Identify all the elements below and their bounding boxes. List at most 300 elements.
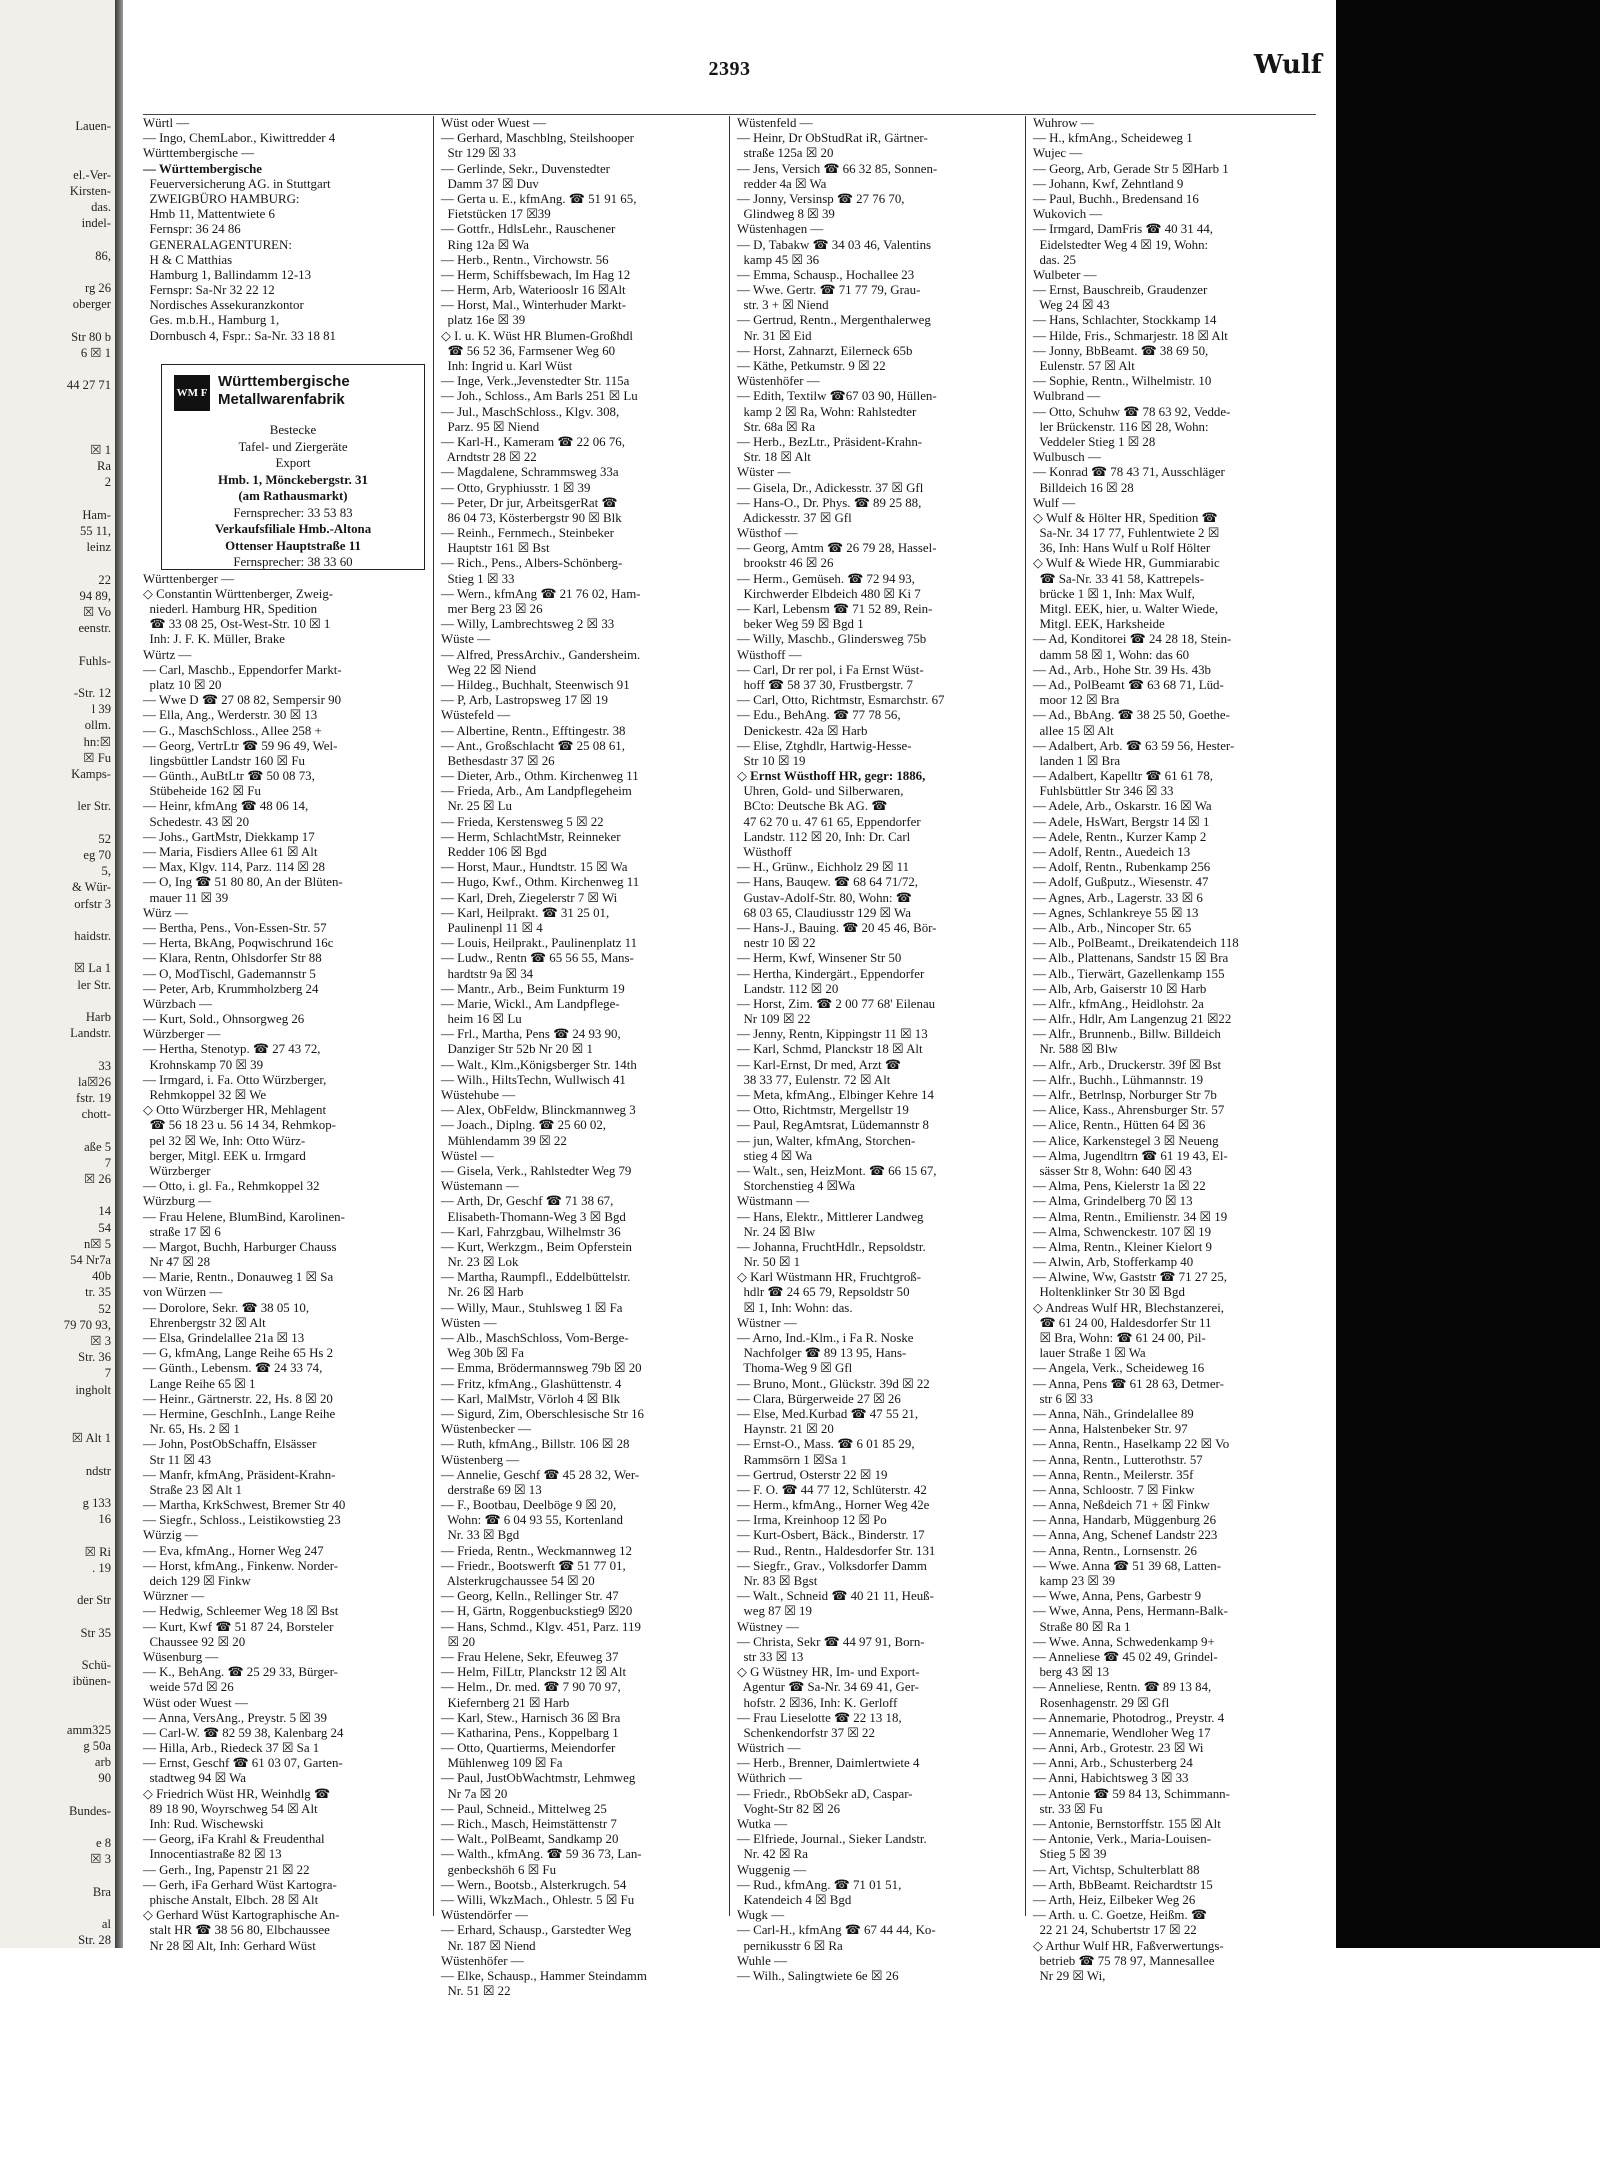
directory-entry-line: — Anna, Ang, Schenef Landstr 223 (1033, 1528, 1218, 1543)
directory-entry-line: weg 87 ☒ 19 (737, 1604, 812, 1619)
directory-entry-line: — Alfr., Brunnenb., Billw. Billdeich (1033, 1027, 1221, 1042)
directory-entry-line: — Carl, Maschb., Eppendorfer Markt- (143, 662, 342, 677)
directory-entry-line: — Alb., PolBeamt., Dreikatendeich 118 (1033, 936, 1239, 951)
directory-entry-line: — Anna, Rentn., Meilerstr. 35f (1033, 1467, 1194, 1482)
directory-entry-line: derstraße 69 ☒ 13 (441, 1482, 542, 1497)
directory-entry-line: — Arth, BbBeamt. Reichardtstr 15 (1033, 1877, 1213, 1892)
directory-entry-line: — Georg, Amtm ☎ 26 79 28, Hassel- (737, 541, 937, 556)
header-rule (143, 114, 1316, 115)
directory-entry-line: ☎ 56 52 36, Farmsener Weg 60 (441, 343, 616, 358)
directory-entry-line: — Annemarie, Photodrog., Preystr. 4 (1033, 1710, 1225, 1725)
directory-entry-line: lauer Straße 1 ☒ Wa (1033, 1346, 1146, 1361)
directory-entry-line: — Alfr., Buchh., Lühmannstr. 19 (1033, 1072, 1204, 1087)
directory-entry-line: — Otto, Schuhw ☎ 78 63 92, Vedde- (1033, 404, 1231, 419)
previous-page-fragment: 40b (92, 1269, 111, 1284)
previous-page-fragment: chott- (81, 1107, 111, 1122)
directory-entry-line: Schenkendorfstr 37 ☒ 22 (737, 1725, 875, 1740)
directory-entry-line: — Rud., Rentn., Haldesdorfer Str. 131 (737, 1543, 936, 1558)
directory-entry-line: — Anna, Neßdeich 71 + ☒ Finkw (1033, 1498, 1210, 1513)
previous-page-fragment: 16 (98, 1512, 111, 1527)
previous-page-fragment: Ham- (82, 507, 111, 522)
directory-entry-line: — Anna, Handarb, Müggenburg 26 (1033, 1513, 1217, 1528)
directory-entry-line: damm 58 ☒ 1, Wohn: das 60 (1033, 647, 1190, 662)
previous-page-fragment: 14 (98, 1204, 111, 1219)
directory-entry-line: Ring 12a ☒ Wa (441, 237, 529, 252)
directory-entry-line: — Frau Lieselotte ☎ 22 13 18, (737, 1710, 902, 1725)
previous-page-fragment: la☒26 (78, 1074, 111, 1089)
ad-products-1: Bestecke (269, 423, 317, 437)
directory-entry-line: — Georg, iFa Krahl & Freudenthal (143, 1832, 325, 1847)
directory-entry-line: — G., MaschSchloss., Allee 258 + (143, 723, 322, 738)
directory-entry-line: hoff ☎ 58 37 30, Frustbergstr. 7 (737, 677, 913, 692)
directory-entry-line: — Gerlinde, Sekr., Duvenstedter (441, 161, 610, 176)
directory-entry-line: — Gertrud, Osterstr 22 ☒ 19 (737, 1467, 888, 1482)
directory-entry-line: — Alfred, PressArchiv., Gandersheim. (441, 647, 641, 662)
directory-entry-line: Stieg 5 ☒ 39 (1033, 1847, 1107, 1862)
directory-entry-line: beker Weg 59 ☒ Bgd 1 (737, 617, 864, 632)
previous-page-fragment: 79 70 93, (63, 1317, 111, 1332)
directory-entry-line: Wuhrow — (1033, 116, 1094, 130)
directory-entry-line: — Ella, Ang., Werderstr. 30 ☒ 13 (143, 708, 318, 723)
directory-entry-line: — Carl, Dr rer pol, i Fa Ernst Wüst- (737, 662, 924, 677)
directory-entry-line: Wüstmann — (737, 1194, 809, 1209)
previous-page-fragment: 44 27 71 (66, 378, 111, 393)
directory-entry-line: — Willi, WkzMach., Ohlestr. 5 ☒ Fu (441, 1892, 635, 1907)
directory-entry-line: Wüst oder Wuest — (143, 1695, 248, 1710)
directory-entry-line: hardtstr 9a ☒ 34 (441, 966, 534, 981)
directory-entry-line: — Irmgard, i. Fa. Otto Würzberger, (143, 1072, 327, 1087)
directory-entry-line: — Fritz, kfmAng., Glashüttenstr. 4 (441, 1376, 622, 1391)
directory-entry-line: — Georg, Kelln., Rellinger Str. 47 (441, 1589, 619, 1604)
directory-entry-line: heim 16 ☒ Lu (441, 1012, 522, 1027)
directory-entry-line: Stübeheide 162 ☒ Fu (143, 784, 261, 799)
directory-entry-line: Weg 22 ☒ Niend (441, 662, 537, 677)
directory-entry-line: — Else, Med.Kurbad ☎ 47 55 21, (737, 1406, 919, 1421)
directory-entry-line: — Anna, Rentn., Lornsenstr. 26 (1033, 1543, 1197, 1558)
directory-entry-line: Innocentiastraße 82 ☒ 13 (143, 1847, 282, 1862)
previous-page-fragment: -Str. 12 (73, 686, 111, 700)
previous-page-fragment: 7 (104, 1155, 111, 1170)
ad-details (162, 423, 424, 572)
directory-entry-line: ◇ Otto Würzberger HR, Mehlagent (143, 1103, 327, 1118)
directory-entry-line: — Max, Klgv. 114, Parz. 114 ☒ 28 (143, 860, 325, 875)
directory-entry-line: GENERALAGENTUREN: (143, 237, 292, 252)
directory-entry-line: — Karl, MalMstr, Vörloh 4 ☒ Blk (441, 1391, 621, 1406)
directory-entry-line: ☒ 20 (441, 1634, 476, 1649)
directory-entry-line: — Sophie, Rentn., Wilhelmistr. 10 (1033, 374, 1212, 389)
directory-entry-line: — Clara, Bürgerweide 27 ☒ 26 (737, 1391, 901, 1406)
directory-entry-line: — Horst, Zahnarzt, Eilerneck 65b (737, 343, 913, 358)
directory-entry-line: — Adolf, Rentn., Auedeich 13 (1033, 845, 1191, 859)
previous-page-fragment: Bundes- (69, 1803, 111, 1818)
directory-entry-line: — Adalbert, Arb. ☎ 63 59 56, Hester- (1033, 738, 1235, 753)
directory-entry-line: Wohn: ☎ 6 04 93 55, Kortenland (441, 1513, 623, 1528)
directory-entry-line: — Adalbert, Kapelltr ☎ 61 61 78, (1033, 769, 1214, 784)
previous-page-fragment: ☒ 1 (90, 443, 111, 457)
directory-entry-line: Würzberger (143, 1163, 211, 1178)
directory-entry-line: Wüste — (441, 632, 491, 647)
directory-entry-line: Würtl — (143, 116, 190, 130)
directory-entry-line: — Heinr, kfmAng ☎ 48 06 14, (143, 799, 309, 814)
directory-entry-line: Inh: Rud. Wischewski (143, 1817, 264, 1831)
directory-entry-line: brookstr 46 ☒ 26 (737, 556, 834, 571)
directory-entry-line: Nr. 588 ☒ Blw (1033, 1042, 1118, 1057)
previous-page-fragment: Schü- (81, 1658, 111, 1672)
directory-entry-line: ZWEIGBÜRO HAMBURG: (143, 191, 300, 206)
directory-entry-line: — Hans, Schlachter, Stockkamp 14 (1033, 313, 1217, 328)
directory-entry-line: — Wwe. Gertr. ☎ 71 77 79, Grau- (737, 283, 921, 298)
directory-entry-line: — Martha, Raumpfl., Eddelbüttelstr. (441, 1270, 631, 1285)
directory-entry-line: Nr. 83 ☒ Bgst (737, 1574, 818, 1588)
directory-entry-line: — Herta, BkAng, Poqwischrund 16c (143, 936, 334, 951)
directory-entry-line: — Frieda, Rentn., Weckmannweg 12 (441, 1543, 632, 1558)
directory-entry-line: Haynstr. 21 ☒ 20 (737, 1422, 834, 1437)
directory-entry-line: Wüster — (737, 465, 791, 480)
directory-entry-line: — Otto, i. gl. Fa., Rehmkoppel 32 (143, 1179, 320, 1194)
directory-entry-line: Weg 30b ☒ Fa (441, 1346, 524, 1361)
directory-entry-line: Rehmkoppel 32 ☒ We (143, 1088, 267, 1102)
directory-entry-line: — Ernst, Geschf ☎ 61 03 07, Garten- (143, 1756, 343, 1771)
directory-entry-line: ◇ Wulf & Hölter HR, Spedition ☎ (1033, 510, 1218, 525)
directory-entry-line: Holtenklinker Str 30 ☒ Bgd (1033, 1285, 1185, 1300)
directory-entry-line: — Herm., kfmAng., Horner Weg 42e (737, 1498, 930, 1513)
directory-entry-line: 38 33 77, Eulenstr. 72 ☒ Alt (737, 1072, 891, 1087)
directory-entry-line: — Gerh., Ing, Papenstr 21 ☒ 22 (143, 1862, 310, 1877)
directory-entry-line: — Mantr., Arb., Beim Funkturm 19 (441, 981, 625, 996)
directory-entry-line: Nr. 24 ☒ Blw (737, 1224, 816, 1239)
directory-entry-line: Veddeler Stieg 1 ☒ 28 (1033, 434, 1156, 449)
directory-entry-line: — jun, Walter, kfmAng, Storchen- (737, 1133, 916, 1148)
directory-entry-line: — Jonny, Versinsp ☎ 27 76 70, (737, 191, 905, 206)
directory-entry-line: — Albertine, Rentn., Efftingestr. 38 (441, 723, 626, 738)
directory-entry-line: Nr 7a ☒ 20 (441, 1786, 508, 1801)
directory-entry-line: — Angela, Verk., Scheideweg 16 (1033, 1361, 1205, 1376)
directory-entry-line: — Herm, Schiffsbewach, Im Hag 12 (441, 267, 631, 282)
ad-firm-line2: Metallwarenfabrik (218, 391, 345, 408)
previous-page-fragment: el.-Ver- (73, 167, 111, 182)
directory-entry-line: — Walt., PolBeamt, Sandkamp 20 (441, 1832, 619, 1847)
directory-entry-line: ◇ Karl Wüstmann HR, Fruchtgroß- (737, 1270, 922, 1285)
directory-entry-line: Fernspr: Sa-Nr 32 22 12 (143, 283, 275, 298)
previous-page-fragment: orfstr 3 (74, 896, 111, 911)
directory-entry-line: — Karl-Ernst, Dr med, Arzt ☎ (737, 1057, 901, 1072)
directory-entry-line: — Dieter, Arb., Othm. Kirchenweg 11 (441, 769, 639, 784)
directory-entry-line: Nr. 51 ☒ 22 (441, 1984, 511, 1999)
directory-entry-line: Agentur ☎ Sa-Nr. 34 69 41, Ger- (737, 1680, 919, 1695)
directory-entry-line: — Inge, Verk.,Jevenstedter Str. 115a (441, 374, 630, 389)
directory-entry-line: stadtweg 94 ☒ Wa (143, 1771, 247, 1786)
directory-entry-line: — Gerta u. E., kfmAng. ☎ 51 91 65, (441, 191, 637, 206)
directory-entry-line: mauer 11 ☒ 39 (143, 890, 229, 905)
directory-entry-line: — Gisela, Verk., Rahlstedter Weg 79 (441, 1163, 632, 1178)
previous-page-fragment: Kamps- (71, 767, 111, 781)
directory-entry-line: — Wilh., Salingtwiete 6e ☒ 26 (737, 1968, 899, 1983)
directory-entry-line: — Adele, Arb., Oskarstr. 16 ☒ Wa (1033, 799, 1212, 814)
directory-entry-line: Wüstenberg — (441, 1452, 520, 1467)
directory-entry-line: — Hilde, Fris., Schmarjestr. 18 ☒ Alt (1033, 328, 1228, 343)
directory-entry-line: — Annemarie, Wendloher Weg 17 (1033, 1725, 1211, 1740)
directory-entry-line: — Otto, Gryphiusstr. 1 ☒ 39 (441, 480, 591, 495)
directory-entry-line: — Irma, Kreinhoop 12 ☒ Po (737, 1513, 887, 1528)
directory-entry-line: — Alb, Arb, Gaiserstr 10 ☒ Harb (1033, 981, 1207, 996)
directory-entry-line: Wüsthof — (737, 526, 798, 541)
directory-entry-line: niederl. Hamburg HR, Spedition (143, 602, 318, 616)
directory-entry-line: Würz — (143, 905, 188, 920)
directory-entry-line: — Rud., kfmAng. ☎ 71 01 51, (737, 1877, 902, 1892)
directory-entry-line: — Otto, Quartierms, Meiendorfer (441, 1741, 616, 1756)
previous-page-fragment: g 50a (83, 1739, 111, 1753)
directory-entry-line: — Maria, Fisdiers Allee 61 ☒ Alt (143, 845, 318, 859)
directory-entry-line: — Christa, Sekr ☎ 44 97 91, Born- (737, 1634, 925, 1649)
directory-entry-line: ☎ Sa-Nr. 33 41 58, Kattrepels- (1033, 571, 1205, 586)
previous-page-fragment: 2 (104, 475, 111, 490)
directory-entry-line: Wutka — (737, 1817, 787, 1831)
directory-entry-line: Wulbrand — (1033, 389, 1101, 404)
directory-entry-line: Billdeich 16 ☒ 28 (1033, 480, 1134, 495)
directory-entry-line: Ges. m.b.H., Hamburg 1, (143, 313, 280, 328)
directory-entry-line: Nr 28 ☒ Alt, Inh: Gerhard Wüst (143, 1938, 316, 1953)
directory-entry-line: BCto: Deutsche Bk AG. ☎ (737, 799, 888, 814)
directory-entry-line: — Herb., Rentn., Virchowstr. 56 (441, 252, 609, 267)
column-2 (441, 116, 724, 1999)
directory-entry-line: — Anna, Schloostr. 7 ☒ Finkw (1033, 1482, 1195, 1497)
directory-entry-line: deich 129 ☒ Finkw (143, 1574, 251, 1588)
previous-page-fragment: hn:☒ (83, 734, 111, 749)
directory-entry-line: — Ernst-O., Mass. ☎ 6 01 85 29, (737, 1437, 915, 1452)
directory-entry-line: — Anna, Rentn., Lutterothstr. 57 (1033, 1452, 1203, 1467)
directory-entry-line: — Arth, Heiz, Eilbeker Weg 26 (1033, 1892, 1196, 1907)
ad-branch-2: Ottenser Hauptstraße 11 (225, 538, 361, 553)
directory-entry-line: — Margot, Buchh, Harburger Chauss (143, 1239, 337, 1254)
directory-entry-line: Fuhlsbüttler Str 346 ☒ 33 (1033, 784, 1174, 799)
directory-entry-line: — Herb., BezLtr., Präsident-Krahn- (737, 434, 923, 449)
previous-page-fragment: Lauen- (75, 119, 111, 133)
directory-entry-line: str. 33 ☒ Fu (1033, 1801, 1103, 1816)
directory-entry-line: Voght-Str 82 ☒ 26 (737, 1801, 841, 1816)
directory-entry-line: — Karl, Fahrzgbau, Wilhelmstr 36 (441, 1224, 621, 1239)
previous-page-edge (0, 0, 115, 1948)
previous-page-fragment: haidstr. (74, 929, 111, 943)
directory-entry-line: — O, Ing ☎ 51 80 80, An der Blüten- (143, 875, 343, 890)
directory-entry-line: — Hertha, Stenotyp. ☎ 27 43 72, (143, 1042, 321, 1057)
directory-entry-line: — Ant., Großschlacht ☎ 25 08 61, (441, 738, 625, 753)
directory-entry-line: — Ad., PolBeamt ☎ 63 68 71, Lüd- (1033, 677, 1224, 692)
directory-entry-line: — Helm., Dr. med. ☎ 7 90 70 97, (441, 1680, 621, 1695)
directory-entry-line: ◇ Arthur Wulf HR, Faßverwertungs- (1033, 1938, 1224, 1953)
directory-entry-line: Wüstney — (737, 1619, 799, 1634)
directory-entry-line: ler Brückenstr. 116 ☒ 28, Wohn: (1033, 419, 1209, 434)
column-4 (1033, 116, 1323, 1983)
previous-page-fragment: 55 11, (79, 524, 111, 538)
ad-phone-2: Fernsprecher: 38 33 60 (233, 555, 353, 569)
directory-entry-line: — Anna, Näh., Grindelallee 89 (1033, 1406, 1194, 1421)
directory-entry-line: — Alice, Kass., Ahrensburger Str. 57 (1033, 1103, 1225, 1118)
directory-entry-line: — Adele, HsWart, Bergstr 14 ☒ 1 (1033, 814, 1210, 829)
directory-entry-line: Wüsthoff — (737, 647, 802, 662)
directory-entry-line: Rammsörn 1 ☒Sa 1 (737, 1452, 848, 1467)
directory-entry-line: — Ruth, kfmAng., Billstr. 106 ☒ 28 (441, 1437, 630, 1452)
directory-entry-line: — Hildeg., Buchhalt, Steenwisch 91 (441, 677, 630, 692)
directory-entry-line: — Otto, Richtmstr, Mergellstr 19 (737, 1103, 909, 1118)
directory-entry-line: — Willy, Maur., Stuhlsweg 1 ☒ Fa (441, 1300, 623, 1315)
directory-entry-line: — Johanna, FruchtHdlr., Repsoldstr. (737, 1239, 926, 1254)
directory-entry-line: — Wwe. Anna, Schwedenkamp 9+ (1033, 1634, 1215, 1649)
directory-entry-line: Lange Reihe 65 ☒ 1 (143, 1376, 256, 1391)
directory-entry-line: Nordisches Assekuranzkontor (143, 298, 304, 313)
directory-entry-line: Wüsten — (441, 1315, 497, 1330)
directory-entry-line: — D, Tabakw ☎ 34 03 46, Valentins (737, 237, 932, 252)
directory-entry-line: straße 125a ☒ 20 (737, 146, 834, 161)
previous-page-fragment: ☒ 3 (90, 1852, 111, 1867)
directory-entry-line: Fernspr: 36 24 86 (143, 222, 241, 237)
directory-entry-line: str. 3 + ☒ Niend (737, 298, 829, 313)
directory-entry-line: — Alwine, Ww, Gaststr ☎ 71 27 25, (1033, 1270, 1228, 1285)
wmf-logo-icon: WM F (174, 375, 210, 411)
previous-page-fragment: . 19 (92, 1560, 111, 1575)
directory-entry-line: — Emma, Brödermannsweg 79b ☒ 20 (441, 1361, 642, 1376)
directory-entry-line: Denickestr. 42a ☒ Harb (737, 723, 868, 738)
directory-entry-line: Katendeich 4 ☒ Bgd (737, 1892, 852, 1907)
directory-entry-line: Wuhle — (737, 1953, 787, 1968)
directory-entry-line: — Wern., kfmAng ☎ 21 76 02, Ham- (441, 586, 641, 601)
directory-entry-line: — Emma, Schausp., Hochallee 23 (737, 267, 915, 282)
previous-page-fragment: Ra (97, 459, 111, 474)
previous-page-fragment: Str. 28 (78, 1933, 111, 1948)
previous-page-fragment: Landstr. (70, 1026, 111, 1041)
directory-page (123, 20, 1336, 1999)
directory-entry-line: Kiefernberg 21 ☒ Harb (441, 1695, 570, 1710)
directory-entry-line: — Alfr., Betrlnsp, Norburger Str 7b (1033, 1088, 1217, 1102)
directory-entry-line: das. 25 (1033, 252, 1076, 267)
directory-entry-line: 89 18 90, Woyrschweg 54 ☒ Alt (143, 1801, 318, 1816)
column-divider (1025, 116, 1026, 1916)
directory-entry-line: — Hilla, Arb., Riedeck 37 ☒ Sa 1 (143, 1741, 320, 1756)
directory-entry-line: nestr 10 ☒ 22 (737, 936, 816, 951)
directory-entry-line: Wüstrich — (737, 1741, 801, 1756)
directory-entry-line: — Württembergische (143, 161, 262, 176)
directory-entry-line: — Walt., sen, HeizMont. ☎ 66 15 67, (737, 1163, 937, 1178)
directory-entry-line: — Anna, Rentn., Haselkamp 22 ☒ Vo (1033, 1437, 1230, 1452)
previous-page-fragment: 52 (98, 1301, 111, 1316)
directory-entry-line: Wüstehube — (441, 1088, 516, 1102)
directory-entry-line: Kirchwerder Elbdeich 480 ☒ Ki 7 (737, 586, 921, 601)
ad-firm-name (218, 373, 418, 409)
previous-page-fragment: indel- (81, 216, 111, 231)
directory-entry-line: Straße 23 ☒ Alt 1 (143, 1482, 242, 1497)
directory-entry-line: — Hermine, GeschInh., Lange Reihe (143, 1406, 336, 1421)
directory-entry-line: berg 43 ☒ 13 (1033, 1665, 1110, 1680)
directory-entry-line: — Antonie ☎ 59 84 13, Schimmann- (1033, 1786, 1230, 1801)
book-spine (115, 0, 123, 1948)
directory-entry-line: — Erhard, Schausp., Garstedter Weg (441, 1923, 632, 1938)
directory-entry-line: phische Anstalt, Elbch. 28 ☒ Alt (143, 1892, 319, 1907)
directory-entry-line: Hauptstr 161 ☒ Bst (441, 541, 550, 556)
directory-entry-line: Eidelstedter Weg 4 ☒ 19, Wohn: (1033, 237, 1209, 252)
directory-entry-line: — Paul, Buchh., Bredensand 16 (1033, 191, 1199, 206)
directory-entry-line: Landstr. 112 ☒ 20 (737, 981, 839, 996)
directory-entry-line: — Alb., MaschSchloss, Vom-Berge- (441, 1331, 629, 1345)
directory-entry-line: Alsterkrugchaussee 54 ☒ 20 (441, 1574, 595, 1588)
previous-page-fragment: l 39 (91, 702, 111, 717)
directory-entry-line: ◇ Wulf & Wiede HR, Gummiarabic (1033, 556, 1220, 571)
directory-entry-line: Mitgl. EEK, hier, u. Walter Wiede, (1033, 602, 1219, 616)
directory-entry-line: Nr. 31 ☒ Eid (737, 328, 812, 343)
directory-entry-line: 22 21 24, Schubertstr 17 ☒ 22 (1033, 1923, 1197, 1938)
directory-entry-line: — Klara, Rentn, Ohlsdorfer Str 88 (143, 951, 322, 966)
directory-entry-line: — Wilh., HiltsTechn, Wullwisch 41 (441, 1072, 626, 1087)
directory-entry-line: Sa-Nr. 34 17 77, Fuhlentwiete 2 ☒ (1033, 526, 1220, 541)
directory-entry-line: Mitgl. EEK, Harksheide (1033, 617, 1165, 632)
directory-entry-line: ◇ Friedrich Wüst HR, Weinhdlg ☎ (143, 1786, 331, 1801)
previous-page-fragment: 86, (95, 248, 111, 263)
directory-entry-line: Dornbusch 4, Fspr.: Sa-Nr. 33 18 81 (143, 328, 336, 343)
directory-entry-line: — Anni, Arb., Schusterberg 24 (1033, 1756, 1193, 1771)
directory-entry-line: Ehrenbergstr 32 ☒ Alt (143, 1315, 266, 1330)
previous-page-fragment: 52 (98, 831, 111, 846)
directory-entry-line: Hamburg 1, Ballindamm 12-13 (143, 267, 312, 282)
directory-entry-line: str 6 ☒ 33 (1033, 1391, 1093, 1406)
directory-entry-line: lingsbüttler Landstr 160 ☒ Fu (143, 753, 305, 768)
directory-entry-line: Wulf — (1033, 495, 1076, 510)
directory-entry-line: — Willy, Maschb., Glindersweg 75b (737, 632, 927, 647)
directory-entry-line: — Karl, Dreh, Ziegelerstr 7 ☒ Wi (441, 890, 618, 905)
directory-entry-line: — Konrad ☎ 78 43 71, Ausschläger (1033, 465, 1225, 480)
directory-entry-line: — Johs., GartMstr, Diekkamp 17 (143, 829, 315, 844)
directory-entry-line: — Elsa, Grindelallee 21a ☒ 13 (143, 1331, 305, 1345)
directory-entry-line: — Anna, Pens ☎ 61 28 63, Detmer- (1033, 1376, 1224, 1391)
directory-entry-line: — Wwe, Anna, Pens, Hermann-Balk- (1033, 1604, 1228, 1619)
directory-entry-line: Storchenstieg 4 ☒Wa (737, 1179, 855, 1194)
directory-entry-line: Wüstenhöfer — (441, 1953, 524, 1968)
directory-entry-line: Thoma-Weg 9 ☒ Gfl (737, 1361, 853, 1376)
directory-entry-line: Danziger Str 52b Nr 20 ☒ 1 (441, 1042, 593, 1057)
directory-entry-line: — Friedr., Bootswerft ☎ 51 77 01, (441, 1558, 626, 1573)
previous-page-fragment: oberger (72, 297, 111, 312)
directory-entry-line: Rosenhagenstr. 29 ☒ Gfl (1033, 1695, 1170, 1710)
previous-page-fragment: rg 26 (84, 281, 111, 295)
directory-entry-line: Weg 24 ☒ 43 (1033, 298, 1110, 313)
advertisement-wmf (161, 364, 425, 570)
directory-entry-line: ☒ 1, Inh: Wohn: das. (737, 1300, 853, 1315)
directory-entry-line: — Helm, FilLtr, Planckstr 12 ☒ Alt (441, 1665, 627, 1680)
directory-entry-line: 68 03 65, Claudiusstr 129 ☒ Wa (737, 905, 911, 920)
ad-products-3: Export (275, 456, 311, 470)
directory-entry-line: — Frau Helene, Sekr, Efeuweg 37 (441, 1649, 619, 1664)
directory-entry-line: — Reinh., Fernmech., Steinbeker (441, 526, 614, 541)
directory-entry-line: Bethesdastr 37 ☒ 26 (441, 753, 555, 768)
directory-entry-line: Nr 29 ☒ Wi, (1033, 1968, 1106, 1983)
ad-branch-1: Verkaufsfiliale Hmb.-Altona (214, 522, 372, 536)
previous-page-fragment: ☒ Fu (83, 750, 111, 765)
directory-entry-line: — Alice, Karkenstegel 3 ☒ Neueng (1033, 1133, 1219, 1148)
previous-page-fragment: ☒ La 1 (73, 961, 111, 976)
directory-entry-line: weide 57d ☒ 26 (143, 1680, 234, 1695)
directory-entry-line: — Rich., Pens., Albers-Schönberg- (441, 556, 623, 571)
directory-entry-line: — Manfr, kfmAng, Präsident-Krahn- (143, 1467, 336, 1482)
directory-entry-line: — Wwe. Anna ☎ 51 39 68, Latten- (1033, 1558, 1222, 1573)
previous-page-fragment: ingholt (75, 1382, 111, 1397)
directory-entry-line: — Siegfr., Schloss., Leistikowstieg 23 (143, 1513, 341, 1528)
directory-entry-line: — Meta, kfmAng., Elbinger Kehre 14 (737, 1088, 934, 1102)
directory-entry-line: — Elke, Schausp., Hammer Steindamm (441, 1968, 647, 1983)
previous-page-fragment: 54 Nr7a (70, 1253, 111, 1267)
directory-entry-line: Hmb 11, Mattentwiete 6 (143, 207, 275, 222)
directory-entry-line: — Gerh, iFa Gerhard Wüst Kartogra- (143, 1877, 337, 1892)
directory-entry-line: Parz. 95 ☒ Niend (441, 419, 540, 434)
directory-entry-line: Wuggenig — (737, 1862, 807, 1877)
directory-entry-line: Wugk — (737, 1908, 785, 1923)
directory-entry-line: — Günth., AuBtLtr ☎ 50 08 73, (143, 769, 315, 784)
